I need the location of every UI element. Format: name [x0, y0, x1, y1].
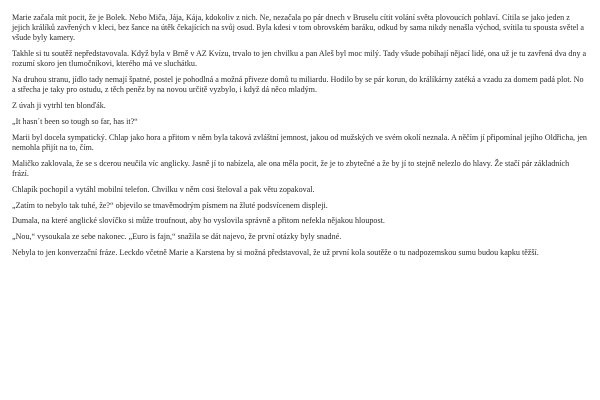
paragraph-1: Marie začala mít pocit, že je Bolek. Nebo Miča, Jája, Kája, kdokoliv z nich. Ne, nezačala po pár dnech v Bruselu cítit volání světa plovoucích pohlaví. Cítila se jako jeden z jejich králíků zavřených v kleci, bez šance na útěk čekajících na svůj osud. Byla kdesi v tom obrovském baráku, odkud by sama nikdy nenašla východ, svítila tu spousta světel a všude byly kamery. — [12, 13, 585, 43]
paragraph-6: Marii byl docela sympatický. Chlap jako hora a přitom v něm byla taková zvláštní jemnost, jakou od mužských ve svém okolí neznala. A něčím jí připomínal jejího Oldřicha, jen nemohla přijít na to, čím. — [12, 132, 587, 152]
paragraph-12: Nebyla to jen konverzační fráze. Leckdo včetně Marie a Karstena by si možná představoval, že už první kola soutěže o tu nadpozemskou sumu budou kapku těžší. — [12, 247, 539, 257]
paragraph-4: Z úvah ji vytrhl ten blonďák. — [12, 101, 106, 111]
paragraph-10: Dumala, na které anglické slovíčko si může troufnout, aby ho vyslovila správně a přitom nefekla nějakou hloupost. — [12, 216, 385, 226]
paragraph-3: Na druhou stranu, jídlo tady nemají špatné, postel je pohodlná a možná přivezе domů tu miliardu. Hodilo by se pár korun, do králíkárny zatéká a vzadu za domem padá plot. No a střecha je taky pro ostudu, z těch peněz by na novou určitě vyzbylo, i když dá něco mladým. — [12, 75, 584, 95]
paragraph-9: „Zatím to nebylo tak tuhé, že?“ objevilo se tmavěmodrým písmem na žluté podsvícenem displeji. — [12, 200, 328, 210]
paragraph-7: Maličko zaklovala, že se s dcerou neučila víc anglicky. Jasně jí to nabízela, ale ona měla pocit, že je to zbytečné a že by jí to stejně nelezlo do hlavy. Že stačí pár základních frází. — [12, 158, 570, 178]
paragraph-2: Takhle si tu soutěž nepředstavovala. Když byla v Brně v AZ Kvízu, trvalo to jen chvilku a pan Aleš byl moc milý. Tady všude pobíhají nějací lidé, ona už je tu zavřená dva dny a rozumí skoro jen tlumočníkovi, kterého má ve sluchátku. — [12, 49, 587, 69]
paragraph-5: „It hasn´t been so tough so far, has it?“ — [12, 117, 138, 126]
paragraph-8: Chlapík pochopil a vytáhl mobilní telefon. Chvilku v něm cosi šteloval a pak větu zopakoval. — [12, 184, 315, 194]
paragraph-11: „Nou,“ vysoukala ze sebe nakonec. „Euro is fajn,“ snažila se dát najevo, že první otázky byly snadné. — [12, 232, 342, 242]
